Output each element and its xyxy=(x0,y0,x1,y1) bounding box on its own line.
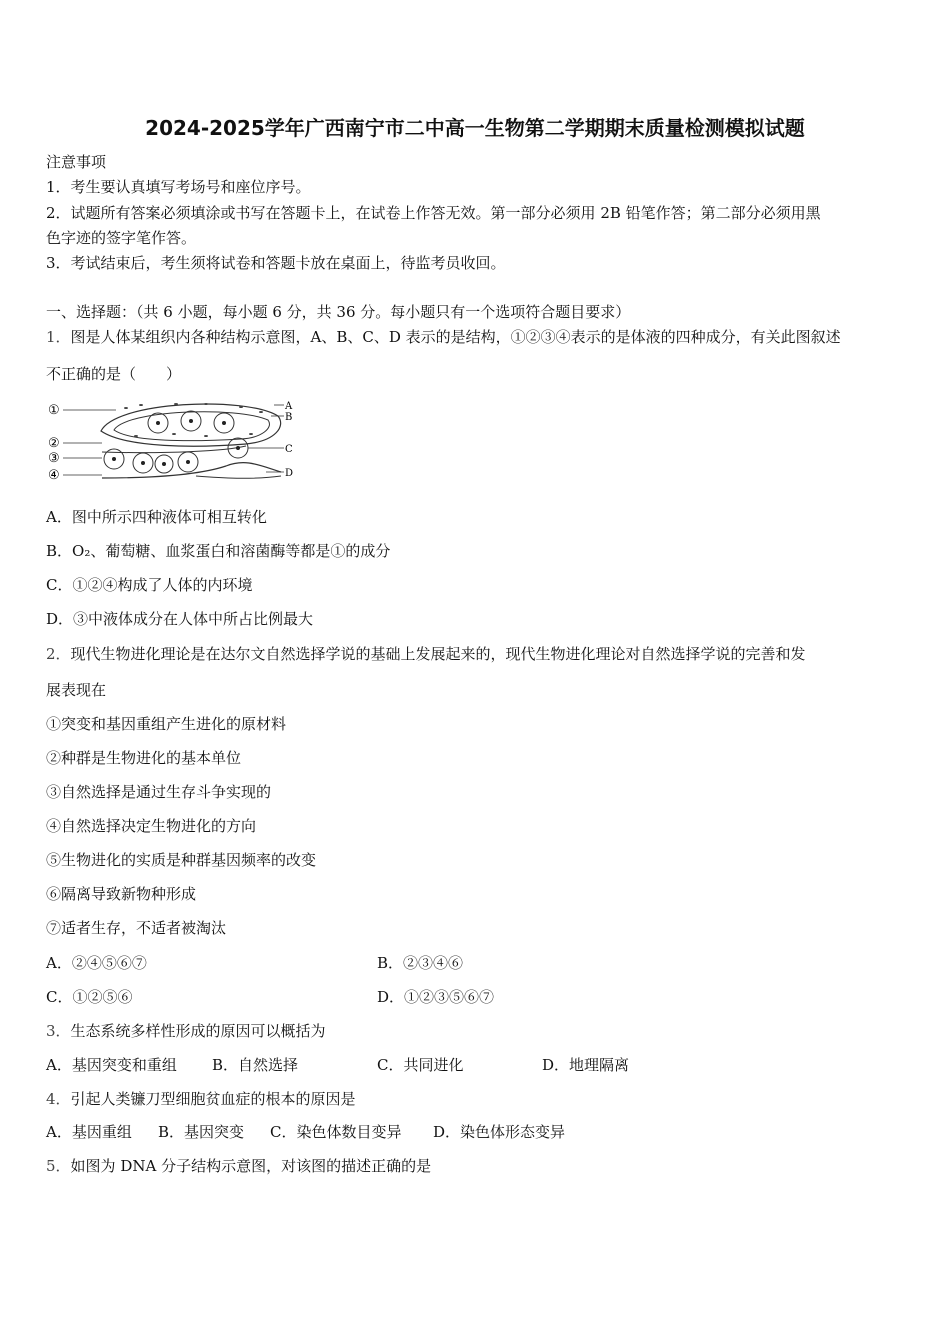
statement-item: ④自然选择决定生物进化的方向 xyxy=(46,817,257,835)
question-text: 生态系统多样性形成的原因可以概括为 xyxy=(70,1022,326,1040)
option-d[interactable]: D．③中液体成分在人体中所占比例最大 xyxy=(46,610,314,628)
question-text: 引起人类镰刀型细胞贫血症的根本的原因是 xyxy=(70,1090,356,1108)
section-heading: 一、选择题：（共 6 小题，每小题 6 分，共 36 分。每小题只有一个选项符合题目要求） xyxy=(46,303,631,321)
option-a[interactable]: A．基因突变和重组 xyxy=(46,1056,177,1074)
option-b[interactable]: B．基因突变 xyxy=(158,1123,245,1141)
question-2 xyxy=(46,644,806,664)
option-b[interactable]: B．②③④⑥ xyxy=(377,954,464,972)
tissue-structure-diagram xyxy=(46,396,296,486)
page-title: 2024-2025学年广西南宁市二中高一生物第二学期期末质量检测模拟试题 xyxy=(145,116,805,140)
question-number: 3． xyxy=(46,1022,71,1040)
option-a[interactable]: A．图中所示四种液体可相互转化 xyxy=(46,508,267,526)
question-text: 现代生物进化理论是在达尔文自然选择学说的基础上发展起来的，现代生物进化理论对自然选择学说的完善和发 xyxy=(70,645,806,663)
option-b[interactable]: B．O₂、葡萄糖、血浆蛋白和溶菌酶等都是①的成分 xyxy=(46,542,391,560)
notice-item: 2．试题所有答案必须填涂或书写在答题卡上，在试卷上作答无效。第一部分必须用 2B 铅笔作答；第二部分必须用黑 xyxy=(46,204,821,222)
question-4 xyxy=(46,1089,356,1109)
notice-heading: 注意事项 xyxy=(46,153,107,171)
option-c[interactable]: C．①②⑤⑥ xyxy=(46,988,133,1006)
option-c[interactable]: C．染色体数目变异 xyxy=(270,1123,402,1141)
option-d[interactable]: D．染色体形态变异 xyxy=(433,1123,566,1141)
notice-item: 1．考生要认真填写考场号和座位序号。 xyxy=(46,178,311,196)
label-4: ④ xyxy=(48,468,60,483)
notice-item: 3．考试结束后，考生须将试卷和答题卡放在桌面上，待监考员收回。 xyxy=(46,254,506,272)
label-3: ③ xyxy=(48,451,60,466)
question-text: 如图为 DNA 分子结构示意图，对该图的描述正确的是 xyxy=(70,1157,432,1175)
option-b[interactable]: B．自然选择 xyxy=(212,1056,299,1074)
question-number: 5． xyxy=(46,1157,71,1175)
label-B: B xyxy=(285,412,293,423)
question-1 xyxy=(46,327,841,347)
question-5 xyxy=(46,1156,431,1176)
option-a[interactable]: A．基因重组 xyxy=(46,1123,132,1141)
question-1-cont: 不正确的是（ ） xyxy=(46,365,182,383)
option-d[interactable]: D．①②③⑤⑥⑦ xyxy=(377,988,495,1006)
question-number: 1． xyxy=(46,328,71,346)
option-d[interactable]: D．地理隔离 xyxy=(542,1056,630,1074)
label-1: ① xyxy=(48,403,60,418)
notice-item: 色字迹的签字笔作答。 xyxy=(46,229,197,247)
statement-item: ②种群是生物进化的基本单位 xyxy=(46,749,242,767)
question-number: 2． xyxy=(46,645,71,663)
statement-item: ⑥隔离导致新物种形成 xyxy=(46,885,197,903)
label-2: ② xyxy=(48,436,60,451)
label-D: D xyxy=(285,468,294,479)
label-A: A xyxy=(285,401,293,412)
option-a[interactable]: A．②④⑤⑥⑦ xyxy=(46,954,147,972)
question-text: 图是人体某组织内各种结构示意图，A、B、C、D 表示的是结构，①②③④表示的是体液的四种成分，有关此图叙述 xyxy=(70,328,841,346)
statement-item: ⑦适者生存，不适者被淘汰 xyxy=(46,919,227,937)
statement-item: ③自然选择是通过生存斗争实现的 xyxy=(46,783,272,801)
question-number: 4． xyxy=(46,1090,71,1108)
statement-item: ①突变和基因重组产生进化的原材料 xyxy=(46,715,287,733)
question-2-cont: 展表现在 xyxy=(46,681,107,699)
option-c[interactable]: C．①②④构成了人体的内环境 xyxy=(46,576,253,594)
label-C: C xyxy=(285,444,293,455)
statement-item: ⑤生物进化的实质是种群基因频率的改变 xyxy=(46,851,317,869)
option-c[interactable]: C．共同进化 xyxy=(377,1056,464,1074)
question-3 xyxy=(46,1021,326,1041)
